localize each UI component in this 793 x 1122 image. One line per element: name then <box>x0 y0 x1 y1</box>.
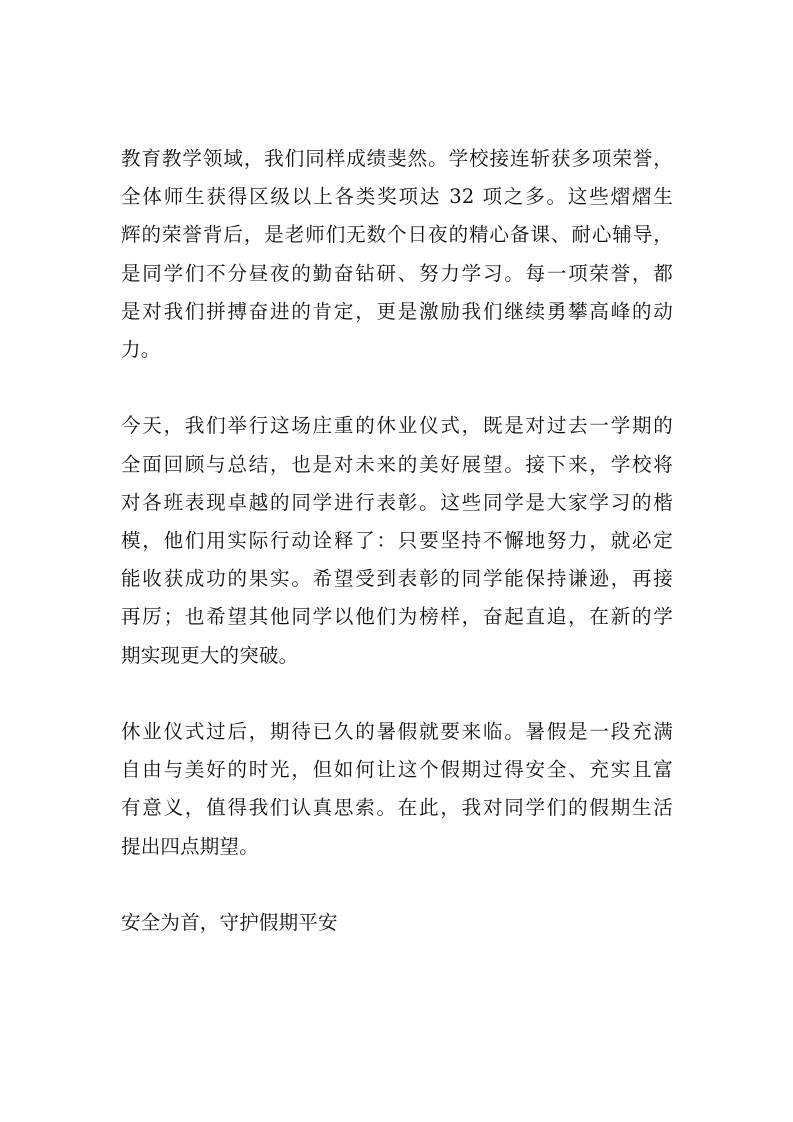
document-body <box>121 140 673 942</box>
section-heading-safety <box>121 904 673 942</box>
text-line: 有意义，值得我们认真思索。在此，我对同学们的假期生活 <box>121 796 673 820</box>
text-line: 模，他们用实际行动诠释了：只要坚持不懈地努力，就必定 <box>121 529 673 553</box>
text-line: 全体师生获得区级以上各类奖项达 32 项之多。这些熠熠生 <box>121 185 673 209</box>
text-line: 提出四点期望。 <box>121 834 259 858</box>
text-line: 自由与美好的时光，但如何让这个假期过得安全、充实且富 <box>121 758 673 782</box>
paragraph-achievements <box>121 140 673 369</box>
text-line: 期实现更大的突破。 <box>121 643 299 667</box>
text-line: 今天，我们举行这场庄重的休业仪式，既是对过去一学期的 <box>121 414 673 438</box>
text-line: 对各班表现卓越的同学进行表彰。这些同学是大家学习的楷 <box>121 490 673 514</box>
text-line: 是同学们不分昼夜的勤奋钻研、努力学习。每一项荣誉，都 <box>121 261 673 285</box>
text-line: 休业仪式过后，期待已久的暑假就要来临。暑假是一段充满 <box>121 720 673 744</box>
text-line: 是对我们拼搏奋进的肯定，更是激励我们继续勇攀高峰的动 <box>121 299 673 323</box>
text-line: 教育教学领域，我们同样成绩斐然。学校接连斩获多项荣誉， <box>121 147 673 170</box>
text-line: 能收获成功的果实。希望受到表彰的同学能保持谦逊，再接 <box>121 567 673 591</box>
text-line: 辉的荣誉背后，是老师们无数个日夜的精心备课、耐心辅导， <box>121 223 673 247</box>
heading-text: 安全为首，守护假期平安 <box>121 911 338 935</box>
paragraph-summer <box>121 713 673 866</box>
text-line: 再厉；也希望其他同学以他们为榜样，奋起直追，在新的学 <box>121 605 673 629</box>
text-line: 力。 <box>121 338 161 362</box>
paragraph-ceremony <box>121 407 673 674</box>
text-line: 全面回顾与总结，也是对未来的美好展望。接下来，学校将 <box>121 452 673 476</box>
